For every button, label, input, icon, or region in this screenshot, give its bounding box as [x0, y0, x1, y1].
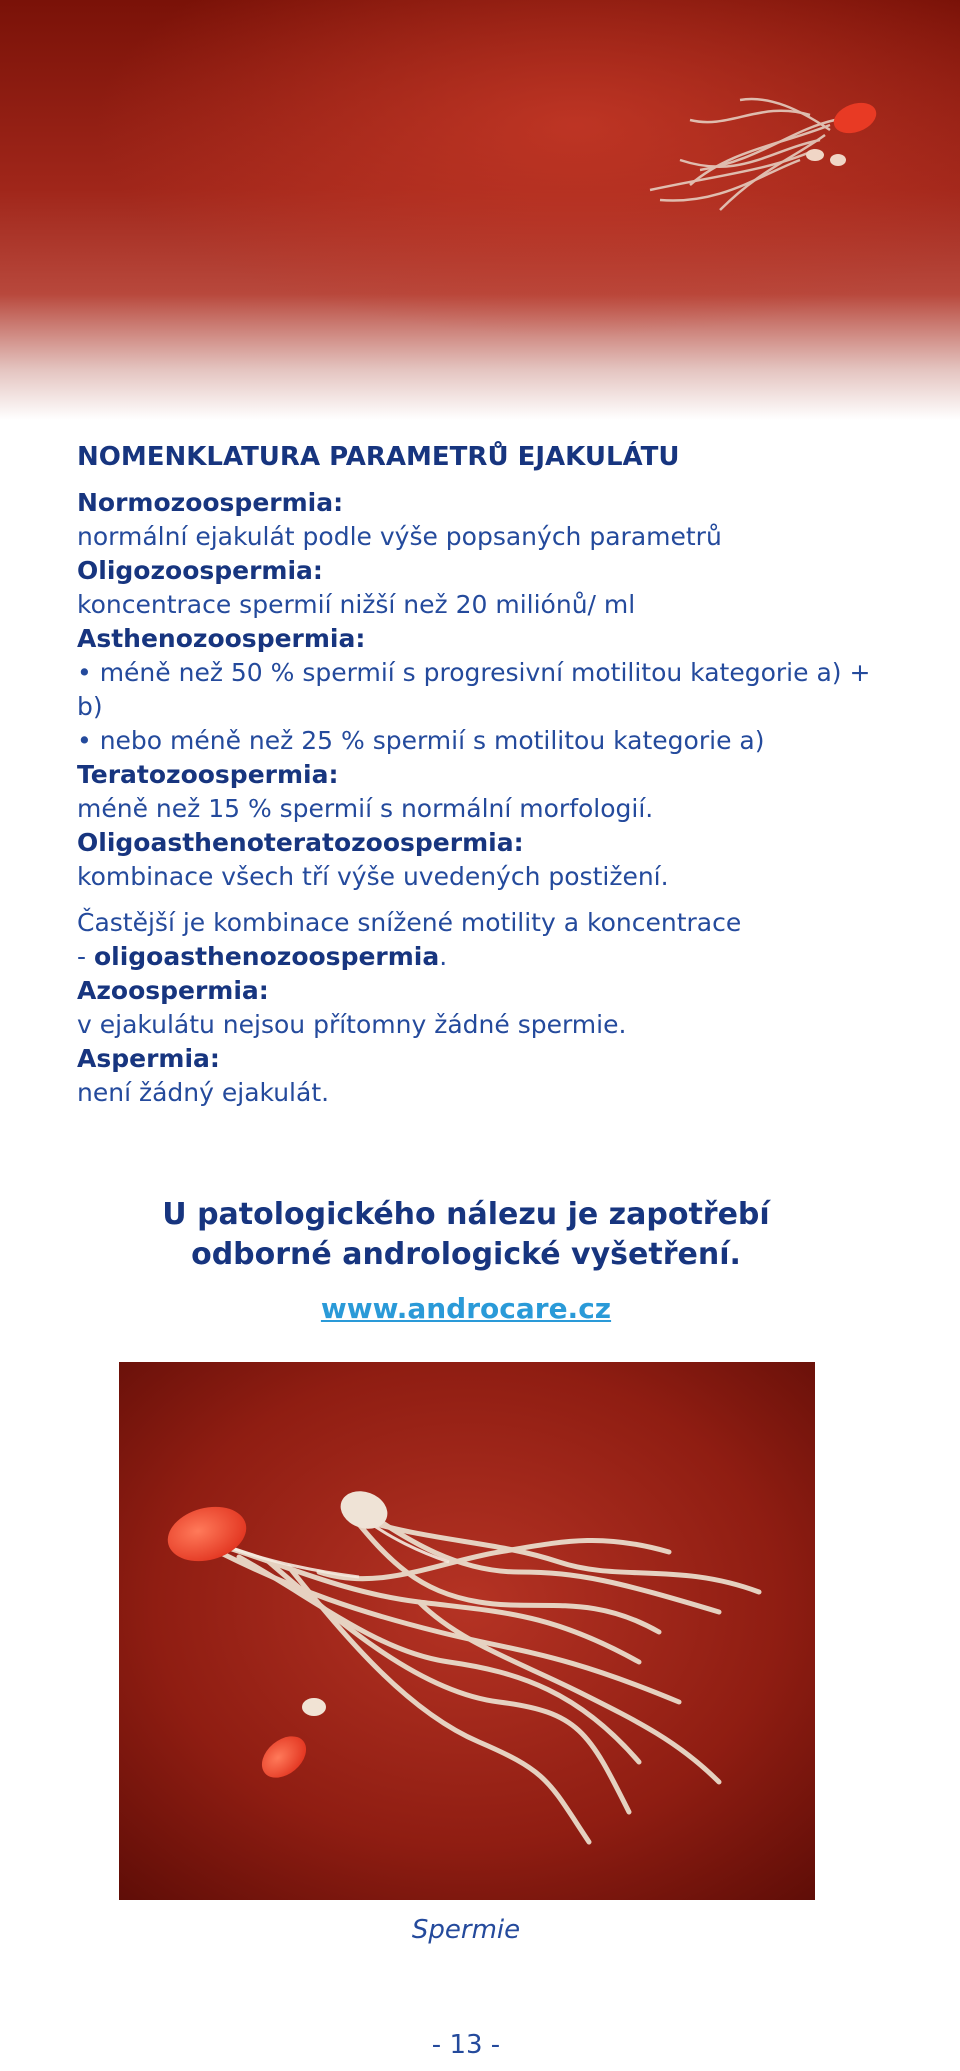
header-image	[0, 0, 960, 420]
callout-line: U patologického nálezu je zapotřebí	[162, 1197, 770, 1232]
term-description: méně než 15 % spermií s normální morfologií.	[77, 794, 654, 823]
dash-prefix: -	[77, 942, 94, 971]
term-block	[77, 974, 897, 1042]
term-azoospermia: Azoospermia:	[77, 976, 269, 1005]
term-block	[77, 1042, 897, 1110]
combination-term: oligoasthenozoospermia	[93, 942, 440, 971]
term-oligozoospermia: Oligozoospermia:	[77, 556, 323, 585]
term-description: kombinace všech tří výše uvedených postižení.	[77, 862, 669, 891]
sperm-photo	[119, 1362, 815, 1900]
term-normozoospermia: Normozoospermia:	[77, 488, 344, 517]
callout-line: odborné andrologické vyšetření.	[191, 1237, 741, 1272]
term-block	[77, 826, 897, 894]
combination-line: Častější je kombinace snížené motility a koncentrace	[77, 908, 742, 937]
photo-caption: Spermie	[411, 1915, 521, 1945]
website-link[interactable]: www.androcare.cz	[320, 1292, 612, 1325]
term-teratozoospermia: Teratozoospermia:	[77, 760, 339, 789]
term-block	[77, 486, 897, 554]
bullet-item: • nebo méně než 25 % spermií s motilitou kategorie a)	[77, 726, 765, 755]
term-block	[77, 622, 897, 758]
page-number: - 13 -	[431, 2030, 501, 2060]
term-description: koncentrace spermií nižší než 20 miliónů/ ml	[77, 590, 636, 619]
section-title: NOMENKLATURA PARAMETRŮ EJAKULÁTU	[77, 442, 680, 472]
term-oligoasthenoteratozoospermia: Oligoasthenoteratozoospermia:	[77, 828, 524, 857]
main-content	[77, 440, 897, 1110]
combination-line-2	[77, 940, 897, 974]
term-asthenozoospermia: Asthenozoospermia:	[77, 624, 366, 653]
callout-text	[0, 1195, 932, 1275]
term-block	[77, 554, 897, 622]
term-description: normální ejakulát podle výše popsaných parametrů	[77, 522, 722, 551]
term-block	[77, 758, 897, 826]
term-description: není žádný ejakulát.	[77, 1078, 330, 1107]
combination-note	[77, 906, 897, 974]
bullet-item: • méně než 50 % spermií s progresivní motilitou kategorie a) + b)	[77, 658, 871, 721]
term-aspermia: Aspermia:	[77, 1044, 220, 1073]
period: .	[439, 942, 448, 971]
term-description: v ejakulátu nejsou přítomny žádné spermie.	[77, 1010, 627, 1039]
